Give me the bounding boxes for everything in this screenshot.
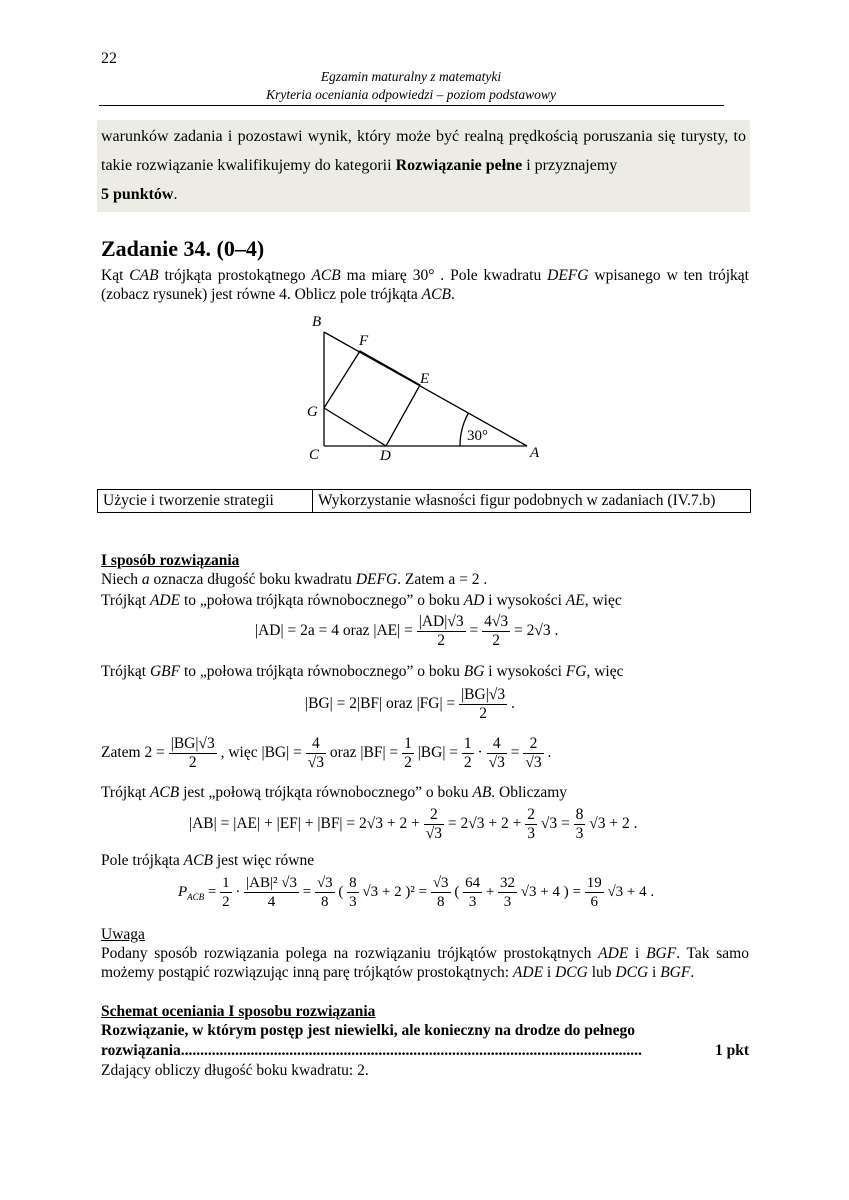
task-title: Zadanie 34. (0–4)	[101, 236, 265, 261]
scoring-heading: Schemat oceniania I sposobu rozwiązania	[101, 1003, 376, 1020]
shaded-note	[97, 120, 750, 212]
label-angle: 30°	[467, 428, 488, 444]
solution-heading: I sposób rozwiązania	[101, 552, 240, 569]
solution-line-1: Niech a oznacza długość boku kwadratu DEFG. Zatem a = 2 .	[101, 571, 488, 588]
solution-line-2: Trójkąt ADE to „połowa trójkąta równobocznego” o boku AD i wysokości AE, więc	[101, 592, 622, 609]
shaded-paragraph	[101, 122, 746, 209]
shaded-text-2: i przyznajemy	[522, 157, 618, 174]
label-d: D	[380, 448, 391, 464]
label-e: E	[420, 371, 430, 387]
side-ab	[324, 332, 527, 446]
formula-ad-ae: |AD| = 2a = 4 oraz |AE| = $\frac{|AD|√3}{2}$ = $\frac{4√3}{2}$ = 2√3 .	[255, 613, 559, 649]
formula-ab: |AB| = |AE| + |EF| + |BF| = 2√3 + 2 + $\frac{2}{√3}$ = 2√3 + 2 + $\frac{2}{3}$ √3 = $\frac{8}{3}$ √3 + 2 .	[189, 806, 638, 842]
solution-line-4: Trójkąt ACB jest „połową trójkąta równobocznego” o boku AB. Obliczamy	[101, 784, 568, 801]
page-number: 22	[101, 50, 117, 67]
scoring-level-1-desc: Zdający obliczy długość boku kwadratu: 2.	[101, 1062, 369, 1079]
shaded-bold-category: Rozwiązanie pełne	[395, 157, 523, 174]
task-statement: Kąt CAB trójkąta prostokątnego ACB ma miarę 30° . Pole kwadratu DEFG wpisanego w ten trójkąt (zobacz rysunek) jest równe 4. Oblicz pole trójkąta ACB.	[101, 267, 749, 303]
page-header	[100, 68, 722, 104]
formula-bg-bf: Zatem 2 = $\frac{|BG|√3}{2}$ , więc |BG| = $\frac{4}{√3}$ oraz |BF| = $\frac{1}{2}$ |BG| = $\frac{1}{2}$ · $\frac{4}{√3}$ = $\frac{2}{√3}$ .	[101, 735, 552, 771]
label-c: C	[309, 447, 320, 463]
solution-line-5: Pole trójkąta ACB jest więc równe	[101, 852, 315, 869]
criteria-table	[97, 489, 751, 513]
label-b: B	[312, 314, 322, 330]
table-row	[98, 490, 751, 513]
shaded-text-1: warunków zadania i pozostawi wynik, który może być realną prędkością poruszania się turysty, to takie rozwiązanie kwalifikujemy do kategorii	[101, 128, 746, 174]
solution-line-3: Trójkąt GBF to „połowa trójkąta równobocznego” o boku BG i wysokości FG, więc	[101, 663, 624, 680]
criteria-category: Użycie i tworzenie strategii	[98, 490, 313, 513]
scoring-level-1-points: rozwiązania ....................................................................................................................... 1 pkt	[101, 1042, 749, 1059]
label-f: F	[359, 333, 369, 349]
shaded-text-3: .	[173, 186, 178, 203]
criteria-description: Wykorzystanie własności figur podobnych w zadaniach (IV.7.b)	[313, 490, 751, 513]
note-text: Podany sposób rozwiązania polega na rozwiązaniu trójkątów prostokątnych ADE i BGF. Tak samo możemy postąpić rozwiązując inną parę trójkątów prostokątnych: ADE i DCG lub DCG i BGF.	[101, 945, 749, 981]
shaded-bold-points: 5 punktów	[101, 186, 174, 203]
header-line-1: Egzamin maturalny z matematyki	[320, 69, 502, 84]
square-defg	[324, 351, 420, 446]
formula-bg-fg: |BG| = 2|BF| oraz |FG| = $\frac{|BG|√3}{2}$ .	[305, 686, 515, 722]
scoring-level-1: Rozwiązanie, w którym postęp jest niewielki, ale konieczny na drodze do pełnego	[101, 1022, 636, 1039]
triangle-figure	[300, 310, 560, 470]
header-rule	[99, 105, 724, 106]
header-line-2: Kryteria oceniania odpowiedzi – poziom podstawowy	[266, 87, 556, 102]
label-g: G	[307, 404, 318, 420]
formula-area: $P_{ACB}$ = $\frac{1}{2}$ · $\frac{\text{|AB|² √3}}{4}$ = $\frac{√3}{8}$ ( $\frac{8}{3}$ √3 + 2 )² = $\frac{√3}{8}$ ( $\frac{64}{3}$ + $\frac{32}{3}$ √3 + 4 ) = $\frac{19}{6}$ √3 + 4 .	[178, 875, 655, 910]
label-a: A	[530, 445, 540, 461]
note-heading: Uwaga	[101, 926, 145, 943]
